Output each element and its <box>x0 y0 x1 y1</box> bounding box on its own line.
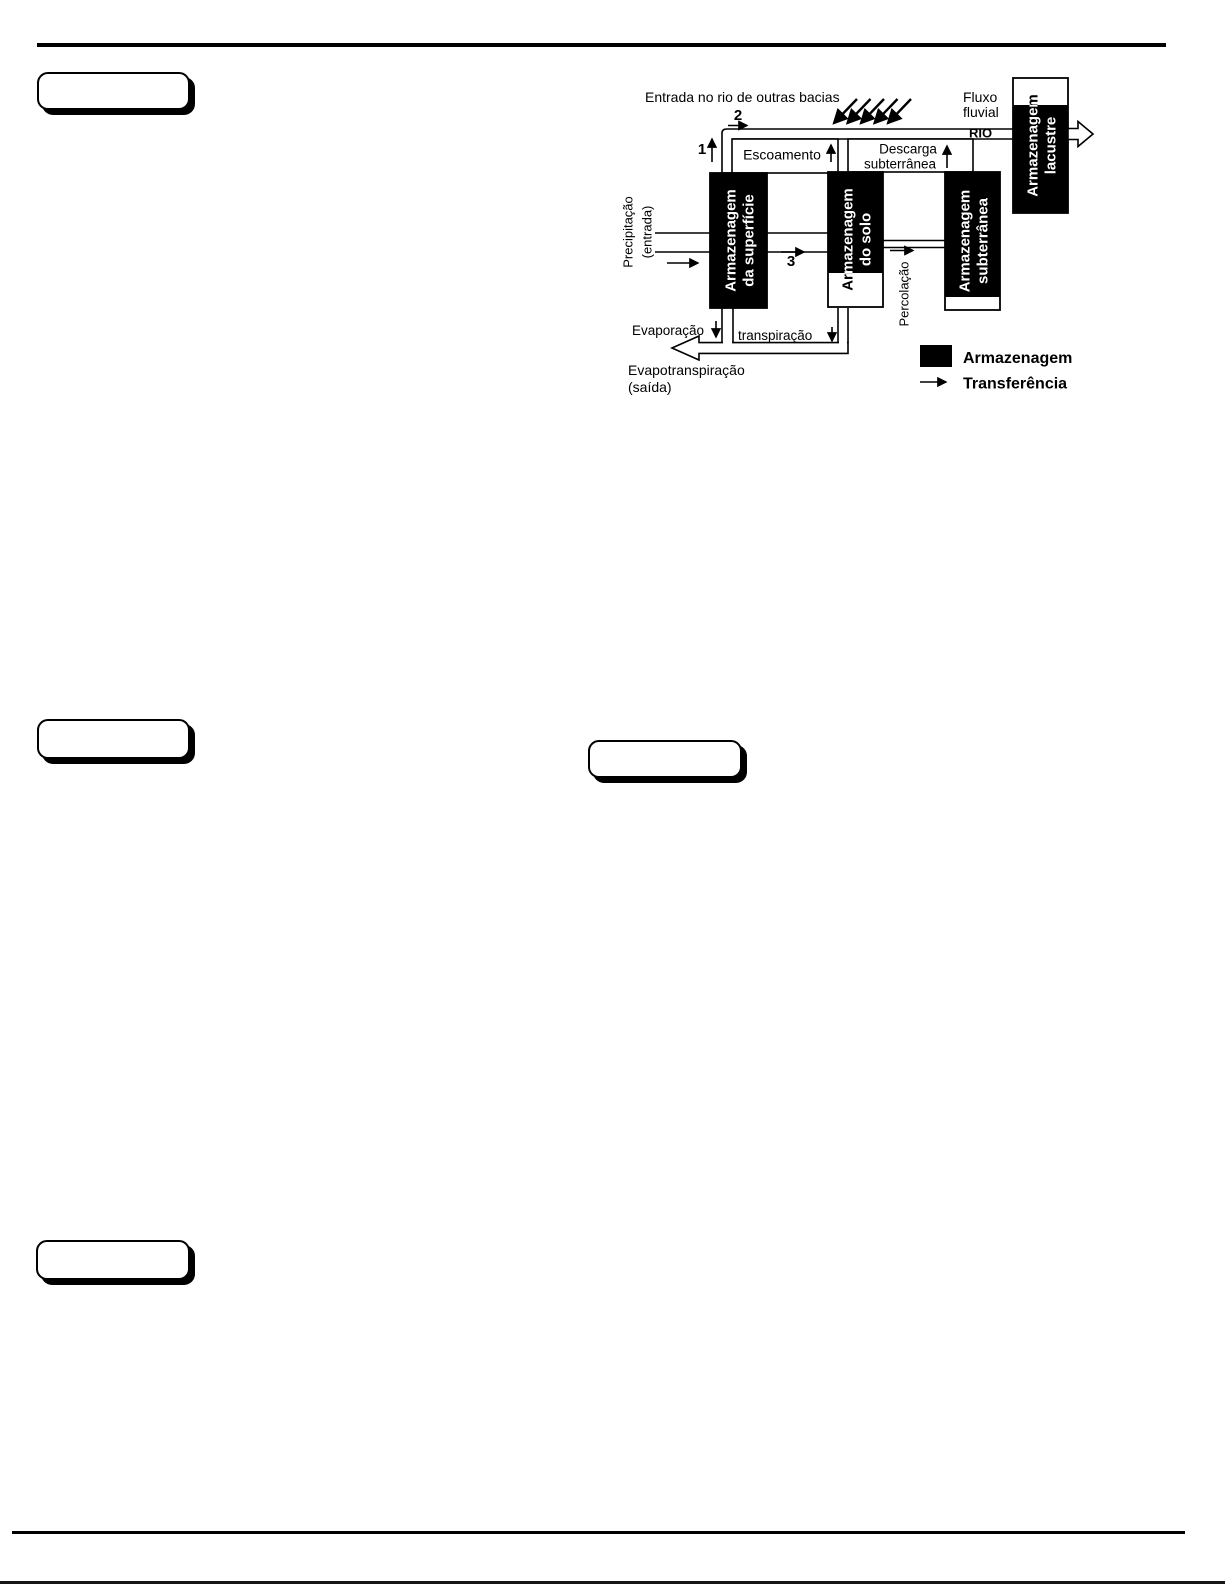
label-num-3: 3 <box>786 253 796 270</box>
callout-box-1 <box>37 72 190 110</box>
box-solo-line1: Armazenagem <box>839 188 857 291</box>
box-armazenagem-solo <box>828 172 883 307</box>
diagram-legend <box>920 345 1072 393</box>
box-armazenagem-subterranea <box>945 172 1000 310</box>
label-precipitacao-1: Precipitação <box>620 196 636 268</box>
box-lacustre-line1: Armazenagem <box>1024 94 1042 197</box>
top-rule <box>37 43 1166 47</box>
box-lacustre-line2: lacustre <box>1042 116 1060 175</box>
box-armazenagem-lacustre <box>1013 78 1068 213</box>
callout-box-2 <box>37 719 190 759</box>
outflow-arrow <box>1068 122 1093 147</box>
hydrology-figure <box>595 75 1100 405</box>
label-entrada: Entrada no rio de outras bacias <box>645 89 840 105</box>
flow-lines <box>655 233 957 252</box>
bottom-rule <box>12 1531 1185 1534</box>
page-bottom-edge <box>0 1581 1225 1584</box>
label-rio: RIO <box>969 125 993 141</box>
label-evapotranspiracao-1: Evapotranspiração <box>628 362 745 378</box>
hydrology-diagram <box>595 75 1100 405</box>
label-num-1: 1 <box>697 141 707 158</box>
label-descarga-1: Descarga <box>879 141 937 157</box>
label-fluxo-2: fluvial <box>963 104 999 120</box>
box-superficie-line2: da superfície <box>740 194 758 287</box>
legend-storage-swatch <box>920 345 952 367</box>
basin-inflow-hatches <box>834 99 911 123</box>
label-evapotranspiracao-2: (saída) <box>628 379 672 395</box>
legend-storage-label: Armazenagem <box>963 350 1073 367</box>
label-transpiracao: transpiração <box>738 328 813 343</box>
label-num-2: 2 <box>733 107 743 124</box>
label-percolacao: Percolação <box>896 261 912 327</box>
box-armazenagem-superficie <box>710 173 767 308</box>
callout-box-3 <box>588 740 742 778</box>
label-descarga-2: subterrânea <box>863 156 937 172</box>
box-solo-line2: do solo <box>857 212 875 267</box>
label-escoamento: Escoamento <box>743 146 821 163</box>
callout-box-4 <box>36 1240 190 1280</box>
label-evaporacao: Evaporação <box>632 323 705 338</box>
legend-transfer-label: Transferência <box>963 375 1068 393</box>
label-precipitacao-2: (entrada) <box>639 205 655 259</box>
box-subterranea-line2: subterrânea <box>974 198 992 284</box>
box-subterranea-line1: Armazenagem <box>956 189 974 293</box>
box-superficie-line1: Armazenagem <box>722 189 740 292</box>
label-fluxo-1: Fluxo <box>963 89 998 105</box>
